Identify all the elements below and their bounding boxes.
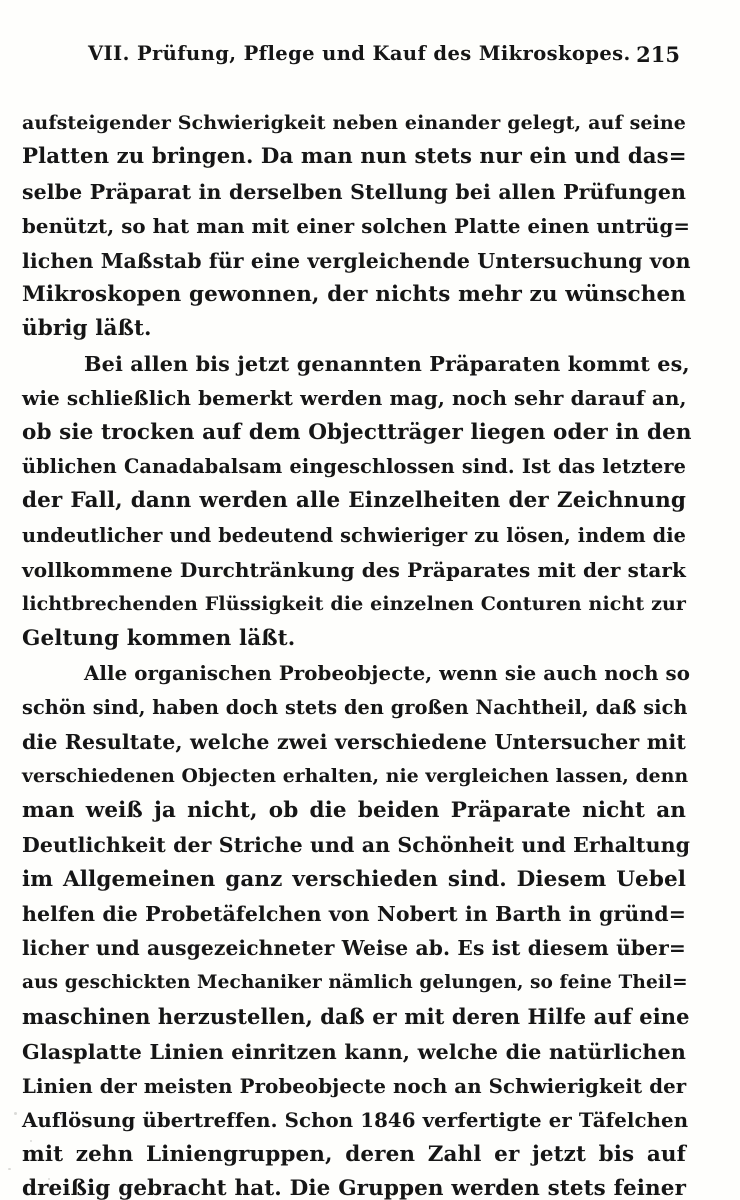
text-line: undeutlicher und bedeutend schwieriger zu lösen, indem die xyxy=(22,523,686,547)
text-line: Alle organischen Probeobjecte, wenn sie auch noch so xyxy=(84,661,691,686)
text-line: Glasplatte Linien einritzen kann, welche die natürlichen xyxy=(22,1039,686,1064)
text-line: Deutlichkeit der Striche und an Schönheit und Erhaltung xyxy=(22,833,691,858)
text-line: dreißig gebracht hat. Die Gruppen werden stets feiner xyxy=(22,1176,686,1200)
text-line: selbe Präparat in derselben Stellung bei allen Prüfungen xyxy=(22,179,686,204)
text-line: mit zehn Liniengruppen, deren Zahl er jetzt bis auf xyxy=(22,1141,686,1167)
text-line: Auflösung übertreffen. Schon 1846 verfertigte er Täfelchen xyxy=(22,1108,689,1133)
paragraph-2 xyxy=(22,347,692,657)
page-number: 215 xyxy=(636,42,680,67)
text-line: der Fall, dann werden alle Einzelheiten der Zeichnung xyxy=(22,488,686,514)
scan-speckle xyxy=(8,1168,11,1170)
text-line: übrig läßt. xyxy=(22,316,152,342)
text-line: maschinen herzustellen, daß er mit deren Hilfe auf eine xyxy=(22,1004,690,1030)
scan-speckle xyxy=(30,1140,32,1142)
text-line: man weiß ja nicht, ob die beiden Präparate nicht an xyxy=(22,797,686,823)
text-line: im Allgemeinen ganz verschieden sind. Diesem Uebel xyxy=(22,866,686,892)
text-line: vollkommene Durchtränkung des Präparates mit der stark xyxy=(22,558,686,583)
running-head xyxy=(88,42,680,76)
text-line: wie schließlich bemerkt werden mag, noch sehr darauf an, xyxy=(22,386,687,411)
text-line: üblichen Canadabalsam eingeschlossen sind. Ist das letztere xyxy=(22,454,686,478)
text-line: helfen die Probetäfelchen von Nobert in Barth in gründ= xyxy=(22,901,686,926)
running-title: VII. Prüfung, Pflege und Kauf des Mikroskopes. xyxy=(88,42,631,65)
text-line: ob sie trocken auf dem Objectträger liegen oder in den xyxy=(22,419,692,445)
text-line: lichen Maßstab für eine vergleichende Untersuchung von xyxy=(22,248,691,273)
text-line: aus geschickten Mechaniker nämlich gelungen, so feine Theil= xyxy=(22,971,688,993)
text-line: Linien der meisten Probeobjecte noch an Schwierigkeit der xyxy=(22,1073,687,1098)
text-line: Mikroskopen gewonnen, der nichts mehr zu wünschen xyxy=(22,281,686,307)
text-line: die Resultate, welche zwei verschiedene Untersucher mit xyxy=(22,730,686,755)
body-text xyxy=(22,106,692,1200)
text-line: verschiedenen Objecten erhalten, nie vergleichen lassen, denn xyxy=(22,765,689,788)
text-line: Geltung kommen läßt. xyxy=(22,625,296,651)
text-line: aufsteigender Schwierigkeit neben einander gelegt, auf seine xyxy=(22,112,686,134)
paragraph-1 xyxy=(22,106,691,347)
text-line: Platten zu bringen. Da man nun stets nur ein und das= xyxy=(22,144,687,170)
scan-speckle xyxy=(14,1112,17,1115)
text-line: licher und ausgezeichneter Weise ab. Es ist diesem über= xyxy=(22,936,686,961)
text-line: schön sind, haben doch stets den großen Nachtheil, daß sich xyxy=(22,695,688,719)
text-line: Bei allen bis jetzt genannten Präparaten kommt es, xyxy=(84,351,690,376)
text-line: lichtbrechenden Flüssigkeit die einzelnen Conturen nicht zur xyxy=(22,593,686,616)
paragraph-3 xyxy=(22,656,691,1200)
text-line: benützt, so hat man mit einer solchen Platte einen untrüg= xyxy=(22,214,691,239)
scan-speckle xyxy=(48,1178,50,1180)
